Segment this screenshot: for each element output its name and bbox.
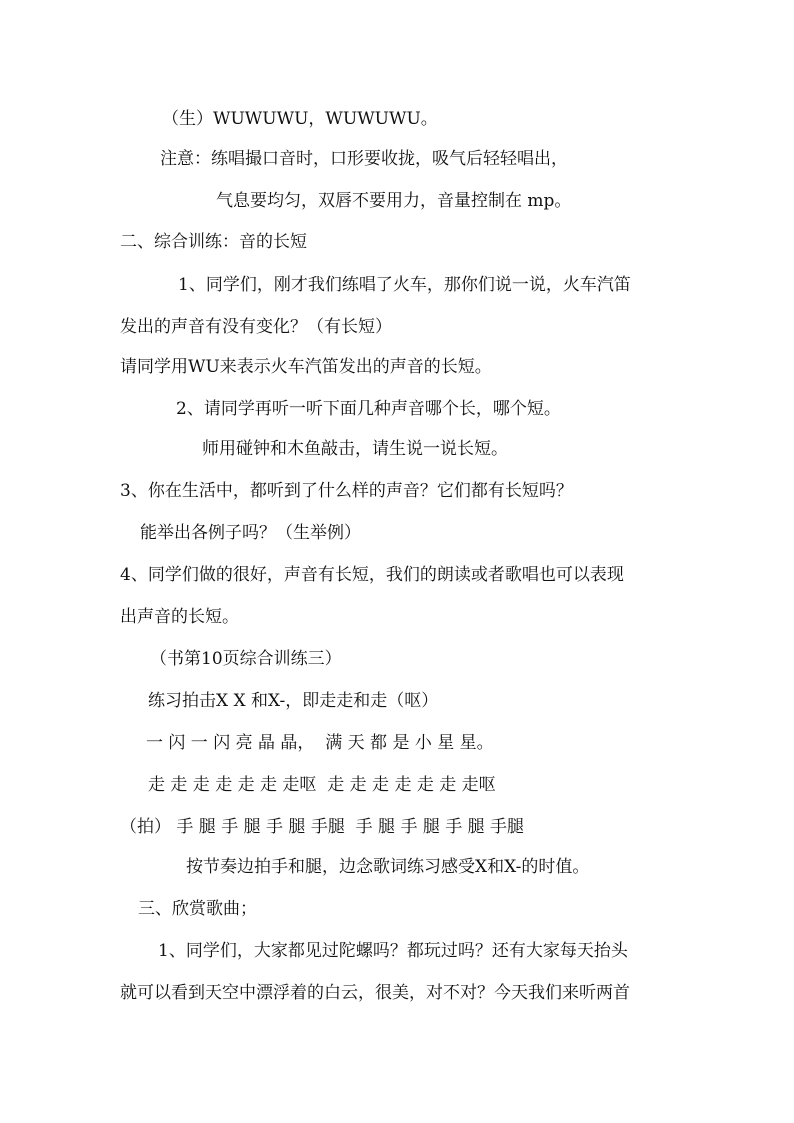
text-line-3: 气息要均匀，双唇不要用力，音量控制在 mp。 (216, 191, 572, 211)
text-line-19: 按节奏边拍手和腿，边念歌词练习感受X和X-的时值。 (186, 857, 590, 877)
rhythm-line: 走 走 走 走 走 走 走呕 走 走 走 走 走 走 走呕 (148, 775, 496, 795)
text-line-13: 出声音的长短。 (120, 607, 239, 627)
section-heading-2: 二、综合训练：音的长短 (120, 232, 307, 252)
section-heading-3: 三、欣赏歌曲； (138, 899, 257, 919)
text-line-22: 就可以看到天空中漂浮着的白云，很美，对不对？今天我们来听两首 (120, 983, 630, 1003)
text-line-7: 请同学用WU来表示火车汽笛发出的声音的长短。 (120, 357, 492, 377)
text-line-15: 练习拍击X X 和X-，即走走和走（呕） (148, 691, 439, 711)
text-line-5: 1、同学们，刚才我们练唱了火车，那你们说一说，火车汽笛 (178, 275, 631, 295)
text-line-12: 4、同学们做的很好，声音有长短，我们的朗读或者歌唱也可以表现 (120, 565, 624, 585)
text-line-6: 发出的声音有没有变化？（有长短） (120, 317, 392, 337)
clap-line: （拍） 手 腿 手 腿 手 腿 手腿 手 腿 手 腿 手 腿 手腿 (120, 817, 525, 837)
text-line-1: （生）WUWUWU，WUWUWU。 (162, 109, 438, 129)
text-line-8: 2、请同学再听一听下面几种声音哪个长，哪个短。 (176, 399, 561, 419)
text-line-21: 1、同学们，大家都见过陀螺吗？都玩过吗？还有大家每天抬头 (158, 941, 628, 961)
lyrics-line: 一 闪 一 闪 亮 晶 晶， 满 天 都 是 小 星 星。 (146, 733, 494, 753)
text-line-9: 师用碰钟和木鱼敲击，请生说一说长短。 (202, 439, 508, 459)
text-line-11: 能举出各例子吗？（生举例） (140, 523, 361, 543)
text-line-14: （书第10页综合训练三） (150, 649, 342, 669)
text-line-2: 注意：练唱撮口音时，口形要收拢，吸气后轻轻唱出， (160, 149, 568, 169)
text-line-10: 3、你在生活中，都听到了什么样的声音？它们都有长短吗？ (120, 481, 573, 501)
